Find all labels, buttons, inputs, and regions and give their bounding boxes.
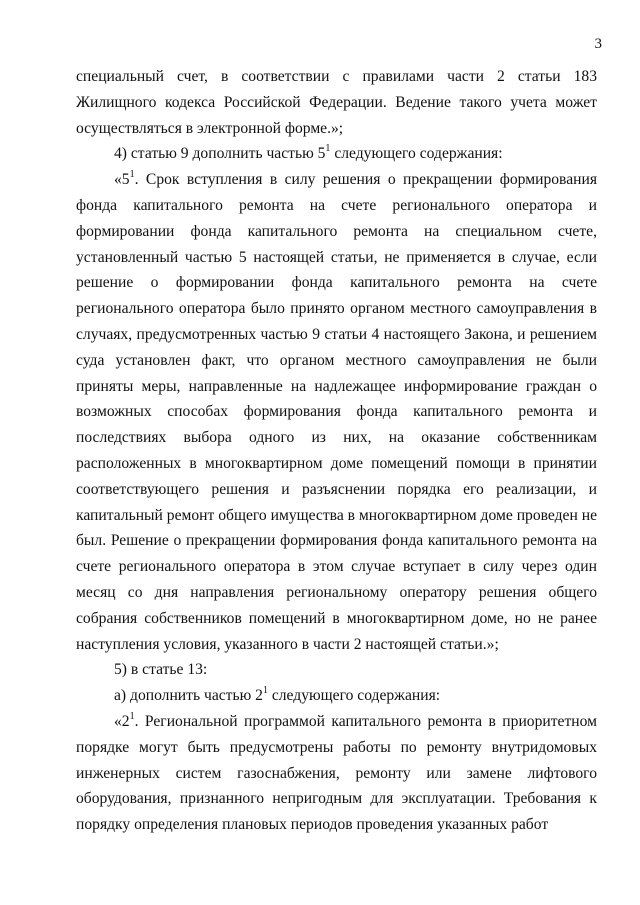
- superscript-marker: 1: [325, 143, 331, 155]
- superscript-marker: 1: [129, 169, 135, 180]
- paragraph-part-2-1-open: «2: [114, 712, 130, 730]
- paragraph-part-2-1: [76, 709, 597, 838]
- paragraph-item-4: [76, 141, 597, 167]
- paragraph-part-5-1-open: «5: [114, 171, 130, 189]
- paragraph-item-4-tail: следующего содержания:: [330, 145, 503, 163]
- paragraph-item-5: 5) в статье 13:: [114, 661, 208, 679]
- paragraph-part-5-1-text: . Срок вступления в силу решения о прекращении формирования фонда капитального ремонта на счете регионального оператора и формировании фонда капитального ремонта на специальном счете, установленный частью 5 настоящей статьи, не применяется в случае, если решение о формировании фонда капитального ремонта на счете регионального оператора было принято органом местного самоуправления в случаях, предусмотренных частью 9 статьи 4 настоящего Закона, и решением суда установлен факт, что органом местного самоуправления не были приняты меры, направленные на надлежащее информирование граждан о возможных способах формирования фонда капитального ремонта и последствиях выбора одного из них, на оказание собственникам расположенных в многоквартирном доме помещений помощи в принятии соответствующего решения и разъяснении порядка его реализации, и капитальный ремонт общего имущества в многоквартирном доме проведен не был. Решение о прекращении формирования фонда капитального ремонта на счете регионального оператора в этом случае вступает в силу через один месяц со дня направления региональному оператору решения общего собрания собственников помещений в многоквартирном доме, но не ранее наступления условия, указанного в части 2 настоящей статьи.»;: [76, 171, 597, 653]
- superscript-marker: 1: [262, 684, 268, 696]
- paragraph-subitem-a-tail: следующего содержания:: [267, 687, 441, 705]
- paragraph-continuation: специальный счет, в соответствии с правилами части 2 статьи 183 Жилищного кодекса Российской Федерации. Ведение такого учета может осуществляться в электронной форме.»;: [76, 68, 597, 137]
- page-number: 3: [594, 36, 602, 52]
- document-body: [76, 64, 597, 838]
- paragraph-item-4-text: 4) статью 9 дополнить частью 5: [114, 145, 326, 163]
- paragraph-subitem-a-text: а) дополнить частью 2: [114, 687, 263, 705]
- paragraph-part-2-1-text: . Региональной программой капитального ремонта в приоритетном порядке могут быть предусмотрены работы по ремонту внутридомовых инженерных систем газоснабжения, ремонту или замене лифтового оборудования, признанного непригодным для эксплуатации. Требования к порядку определения плановых периодов проведения указанных работ: [76, 712, 597, 834]
- superscript-marker: 1: [129, 710, 135, 722]
- paragraph-part-5-1: [76, 167, 597, 657]
- paragraph-subitem-a: [76, 683, 597, 709]
